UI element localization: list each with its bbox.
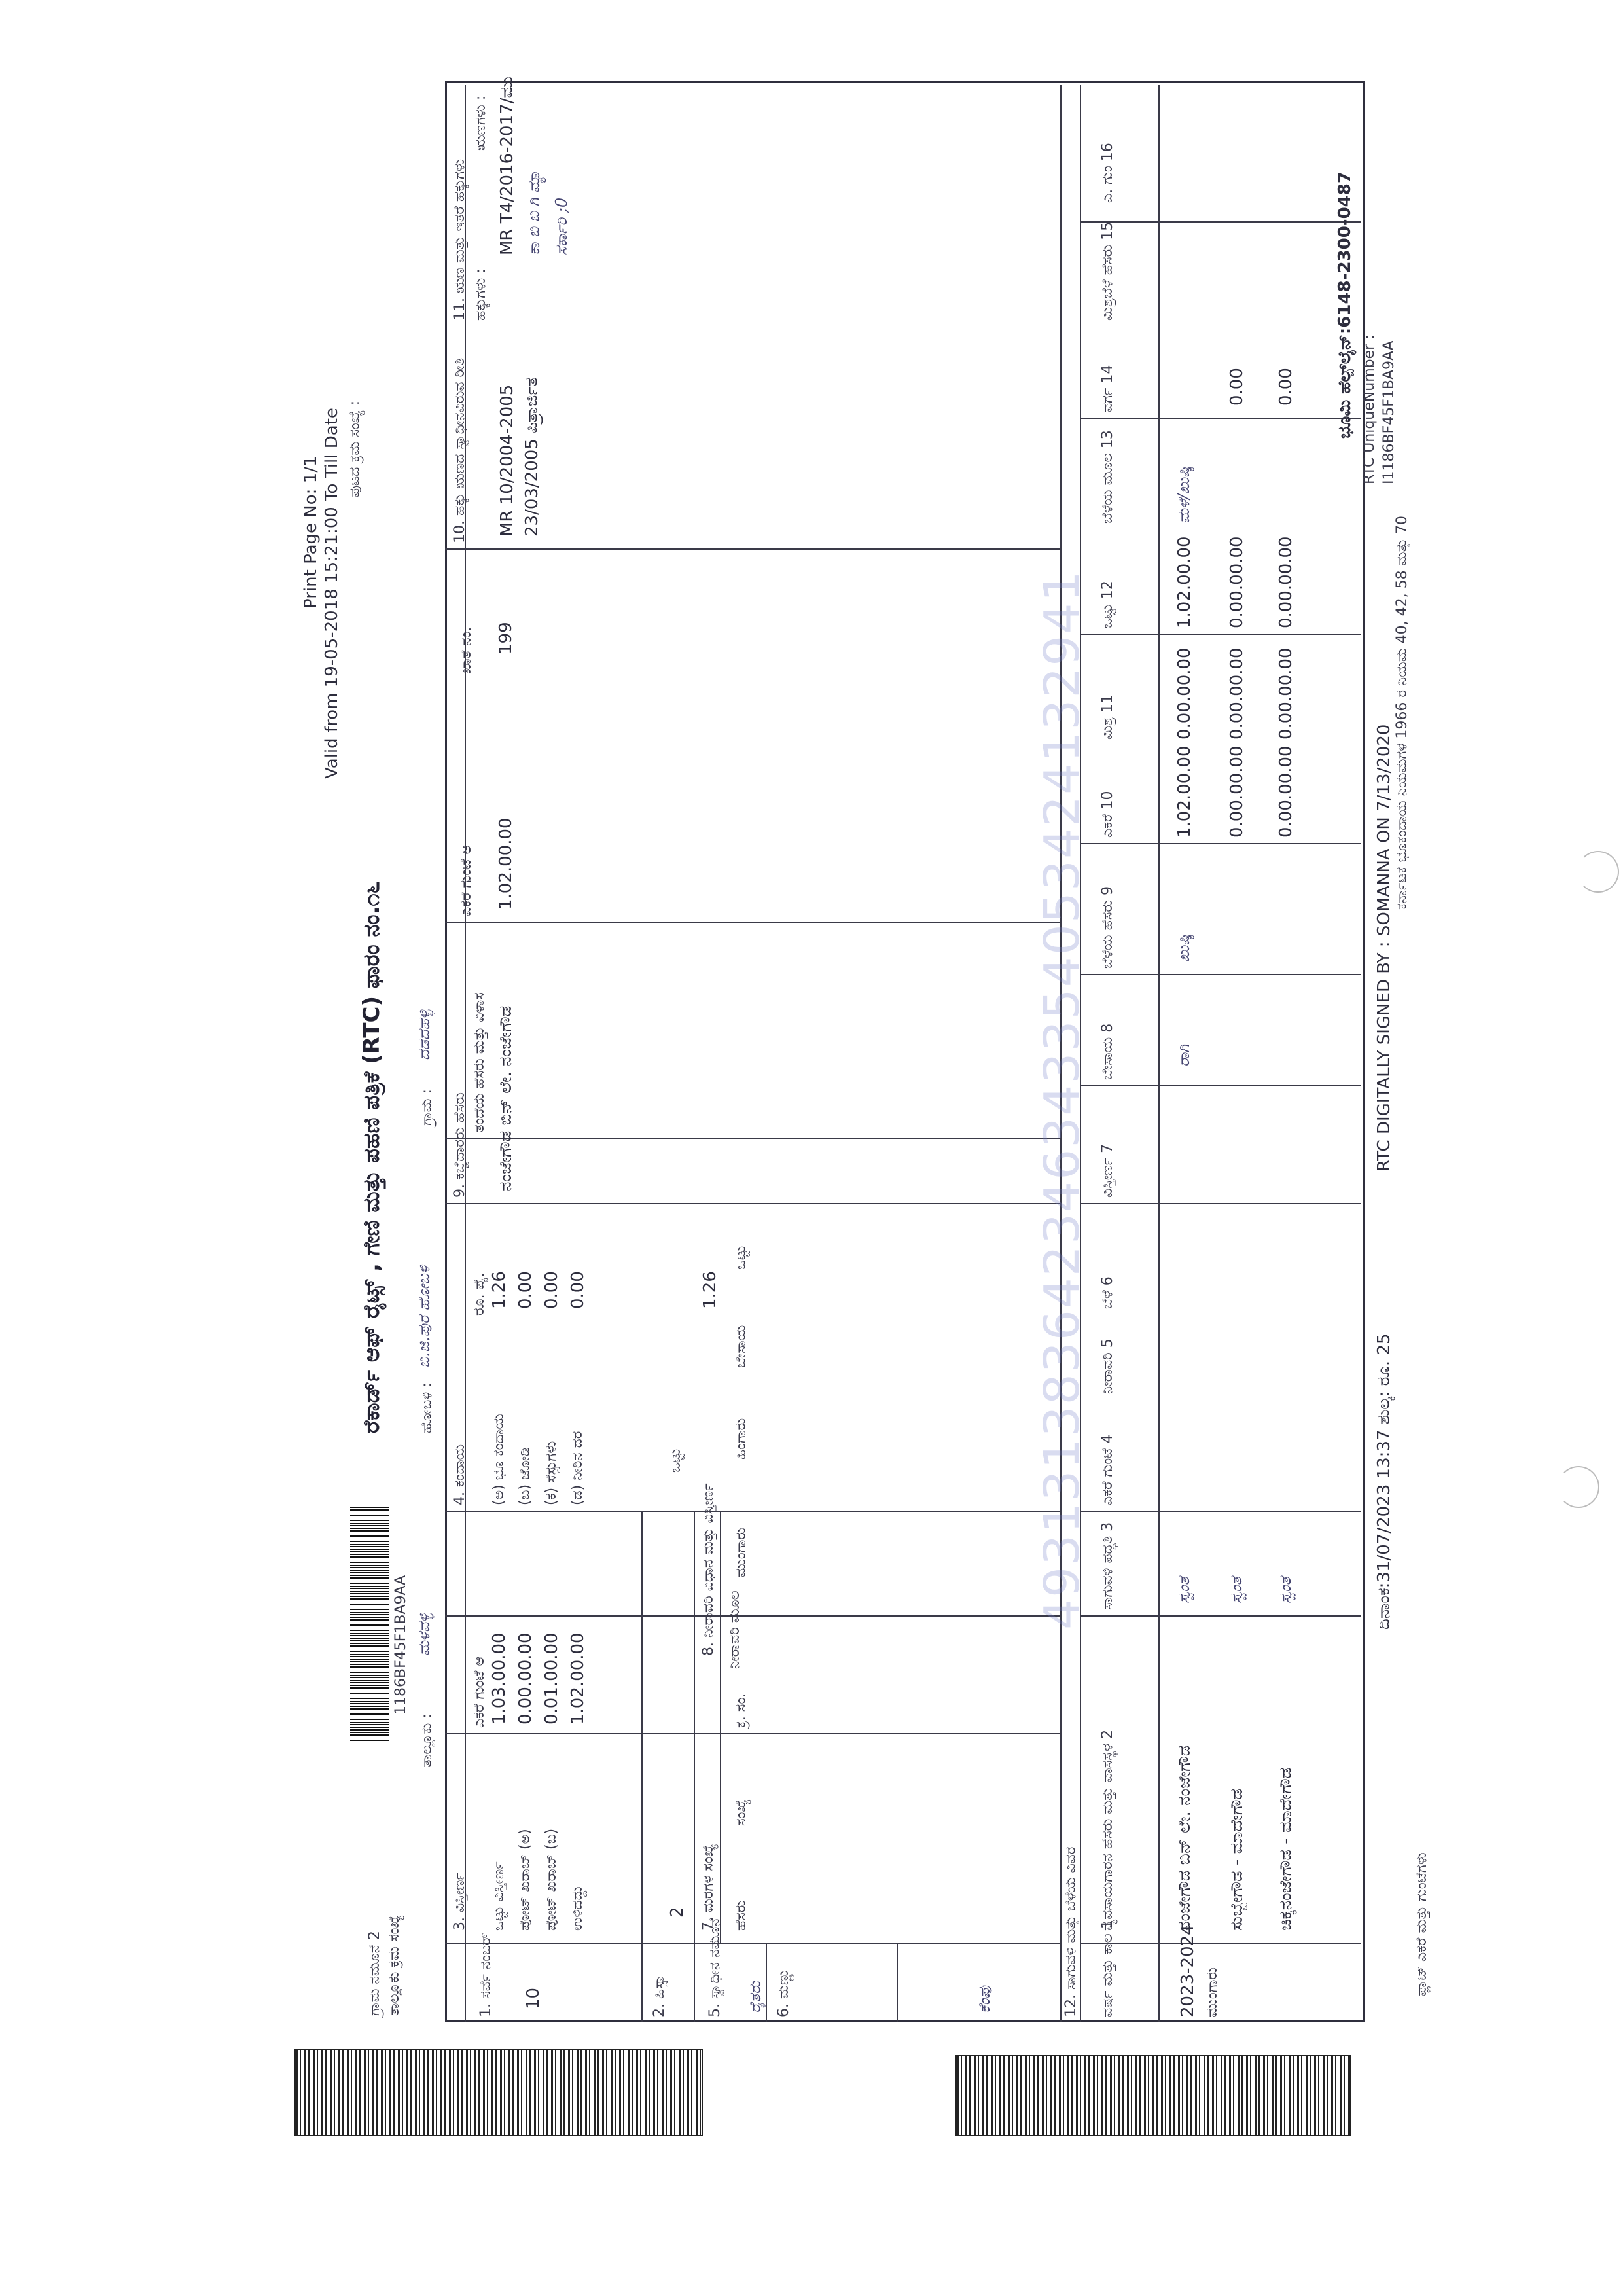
crop-a10: 1.02.00.00 [1175,745,1194,838]
crop-year: 2023-2024 [1178,1924,1198,2017]
irrigation-col: ಬೇಸಾಯ [733,1325,749,1368]
irrigation-label: 8. ನೀರಾವರಿ ವಿಧಾನ ಮತ್ತು ವಿಸ್ತೀರ್ಣ [700,1483,717,1656]
revenue-total-value: 1.26 [700,1271,720,1309]
crop-a14: 0.00 [1227,368,1247,406]
signed-by: RTC DIGITALLY SIGNED BY : SOMANNA ON 7/13/2020 [1374,724,1394,1172]
crop-a12: 0.00.00.00 [1276,536,1296,628]
crop-col-farmer: ವ್ಯವಸಾಯಗಾರನ ಹೆಸರು ಮತ್ತು ವಾಸಸ್ಥಳ 2 [1099,1729,1116,1931]
irrigation-col: ಹಿಂಗಾರು [733,1418,749,1460]
watermark-number: 493131383642346343354053424132941 [1034,569,1090,1630]
revenue-col-head: ರೂ. ಪೈ. [471,1272,488,1316]
irrigation-col: ನೀರಾವರಿ ಮೂಲ [726,1590,743,1669]
trees-col: ಸಂಖ್ಯೆ [733,1799,749,1826]
revenue-row-value: 0.00 [516,1271,535,1309]
crop-col: ಬೇಸಾಯ 8 [1099,1023,1116,1080]
hissa-label: 2. ಹಿಸ್ಸಾ [651,1975,668,2017]
hobli-label: ಹೋಬಳಿ : [419,1382,435,1433]
crop-col: ಎಕರೆ 10 [1099,791,1116,838]
survey-value: 10 [524,1987,543,2009]
crop-col: ಬೆಳೆಯ ಮೂಲ 13 [1099,430,1116,524]
issue-date: ದಿನಾಂಕ:31/07/2023 13:37 ಶುಲ್ಕ: ರೂ. 25 [1374,1333,1394,1630]
encumbrance-sub: ಋಣಗಳು : [473,95,489,151]
encumbrance-line: MR T4/2016-2017/ಮು [497,76,517,255]
tenure-value: ರೈತರು [746,1981,764,2013]
village-value: ದಡದಹಳ್ಳಿ [415,1009,433,1060]
area-row-value: 1.03.00.00 [490,1632,509,1725]
crop-col: ಮಿಶ್ರಬೆಳೆ ಹೆಸರು 15 [1099,221,1116,321]
crop-col-year: ವರ್ಷ ಮತ್ತು ಕಾಲ 1 [1099,1920,1116,2017]
crop-col: ಎ. ಗುಂ 16 [1099,143,1116,203]
area-col-head: ಎಕರೆ ಗುಂಟೆ ಆ [471,1657,488,1728]
crop-col: ಒಟ್ಟು 12 [1099,581,1116,628]
valid-from: Valid from 19-05-2018 15:21:00 To Till Date [322,408,342,779]
crop-a11: 0.00.00.00 [1227,647,1247,740]
revenue-row-label: (ಕ) ಸೆಸ್ಸುಗಳು [543,1441,560,1505]
taluk-label: ತಾಲ್ಲೂಕು : [419,1713,435,1767]
crop-type-2: ರಾಗಿ [1175,1044,1193,1067]
revenue-row-label: (ಬ) ಜೋಡಿ [517,1447,533,1505]
area-row-label: ಒಟ್ಟು ವಿಸ್ತೀರ್ಣ [491,1861,507,1931]
irrigation-col: ಕ್ರ. ಸಂ. [733,1693,749,1728]
owner-area: 1.02.00.00 [496,817,516,910]
crop-a10: 0.00.00.00 [1276,745,1296,838]
crop-a12: 1.02.00.00 [1175,536,1194,628]
rtc-sheet [288,46,1430,2022]
header-barcode [350,1505,389,1741]
crop-col: ಬೆಳೆಯ ಹೆಸರು 9 [1099,886,1116,969]
rtc-unique-label: RTC UniqueNumber : [1361,334,1378,484]
revenue-row-value: 0.00 [542,1271,562,1309]
area-label: 3. ವಿಸ್ತೀರ್ಣ [452,1872,468,1931]
form-title: ರೆಕಾರ್ಡ್ ಆಫ್ ರೈಟ್ಸ್ , ಗೇಣಿ ಮತ್ತು ಪಹಣಿ ಪತ್ರಿಕೆ (RTC) ಫಾರಂ ನಂ.೧೬ [359,881,385,1433]
crop-season: ಮುಂಗಾರು [1204,1967,1221,2017]
crop-farmer: ಸುಬ್ಬೇಗೌಡ - ಮಾದೇಗೌಡ [1227,1788,1247,1931]
punch-hole [1577,851,1619,893]
crop-col: ವಿಸ್ತೀರ್ಣ 7 [1099,1143,1116,1198]
revenue-row-label: (ಅ) ಭೂ ಕಂದಾಯ [491,1414,507,1505]
soil-value: ಕೆಂಪು [975,1986,993,2013]
revenue-row-label: (ಡ) ನೀರಿನ ದರ [569,1431,586,1505]
helpline: ಭೂಮಿ ಹೆಲ್ಪ್‌ಲೈನ್:6148-2300-0487 [1335,171,1355,439]
crop-col: ಬೆಳೆ 6 [1099,1276,1116,1309]
revenue-label: 4. ಕಂದಾಯ [452,1444,468,1505]
rights-line1: MR 10/2004-2005 [497,384,517,537]
area-row-label: ಉಳಿದದ್ದು [569,1885,586,1931]
trees-col: ಹೆಸರು [733,1900,749,1931]
crop-a11: 0.00.00.00 [1276,647,1296,740]
crop-a12: 0.00.00.00 [1227,536,1247,628]
area-row-label: ಪೋಟ್ ಖರಾಬ್ (ಅ) [517,1829,533,1931]
crop-type: ಸ್ವಂತ [1175,1577,1193,1604]
owners-sub-label: ತಂದೆಯ ಹೆಸರು ಮತ್ತು ವಿಳಾಸ [471,992,488,1132]
survey-label: 1. ಸರ್ವೆ ನಂಬರ್ [478,1933,494,2017]
area-row-label: ಪೋಟ್ ಖರಾಬ್ (ಬ) [543,1828,560,1931]
crop-a10: 0.00.00.00 [1227,745,1247,838]
crop-a14: 0.00 [1276,368,1296,406]
area-row-value: 0.00.00.00 [516,1632,535,1725]
rights-label: 10. ಹಕ್ಕು ಋಣದ ಸ್ವಾಧೀನವಿರುವ ರೀತಿ [452,357,468,543]
rights-line2: 23/03/2005 ಪಿತ್ರಾರ್ಜಿತ [522,377,542,537]
crop-farmer: ನಂಜೇಗೌಡ ಬಿನ್ ಲೇ. ನಂಜೇಗೌಡ [1175,1745,1194,1931]
owners-khata-col: ಖಾತೆ ನಂ. [458,626,474,674]
owners-area-col: ಎಕರೆ ಗುಂಟೆ ಆ [458,845,474,916]
print-page-no: Print Page No: 1/1 [301,456,321,609]
crop-label: 12. ಸಾಗುವಳಿ ಮತ್ತು ಬೆಳೆಯ ವಿವರ [1063,1846,1079,2017]
encumbrance-label: 11. ಋಣ ಮತ್ತು ಇತರೆ ಹಕ್ಕುಗಳು [452,159,468,321]
hobli-value: ಬಿ.ಜಿ.ಪುರ ಹೋಬಳಿ [415,1265,433,1368]
crop-col: ವರ್ಗ 14 [1099,365,1116,412]
act-reference: ಕರ್ನಾಟಕ ಭೂಕಂದಾಯ ನಿಯಮಗಳ 1966 ರ ನಿಯಮ 40, 42, 58 ಮತ್ತು 70 [1394,515,1410,910]
taluk-value: ಮಳವಳ್ಳಿ [415,1613,433,1656]
irrigation-col: ಒಟ್ಟು [733,1245,749,1270]
tenure-label: 5. ಸ್ವಾಧೀನ ನಮೂನೆ [707,1918,723,2017]
owner-name: ನಂಜೇಗೌಡ ಬಿನ್ ಲೇ. ನಂಜೇಗೌಡ [496,1005,516,1191]
encumbrance-line: ಸರ್ಕಾರಿ ;0 [552,197,571,255]
qr-code-lower [955,2055,1351,2136]
trees-label: 7. ಮರಗಳ ಸಂಖ್ಯೆ [700,1844,717,1931]
crop-a11: 0.00.00.00 [1175,647,1194,740]
crop-name: ಖುಷ್ಕಿ [1175,933,1193,962]
serial-label: ಪುಟದ ಕ್ರಮ ಸಂಖ್ಯೆ : [347,401,363,497]
crop-farmer: ಚಿಕ್ಕನಂಜೇಗೌಡ - ಮಾದೇಗೌಡ [1276,1767,1296,1931]
crop-type: ಸ್ವಂತ [1227,1577,1245,1604]
doc-code: 1186BF45F1BA9AA [393,1575,409,1715]
area-row-value: 1.02.00.00 [568,1632,588,1725]
taluk-serial-label: ತಾಲ್ಲೂಕು ಕ್ರಮ ಸಂಖ್ಯೆ [386,1914,402,2016]
revenue-row-value: 0.00 [568,1271,588,1309]
encumbrance-sub: ಹಕ್ಕುಗಳು : [473,268,489,321]
crop-col: ಎಕರೆ ಗುಂಟೆ 4 [1099,1434,1116,1505]
revenue-row-value: 1.26 [490,1271,509,1309]
footer-bottom-left: ಪ್ಲಾಟ್ ಎಕರೆ ಮತ್ತು ಗುಂಟೆಗಳು [1414,1852,1430,1996]
crop-type: ಸ್ವಂತ [1276,1577,1294,1604]
encumbrance-line: ಕಾ ಬಿ ಬಿ ಗಿ ಮ್ಯಾ [525,170,543,255]
irrigation-col: ಮುಂಗಾರು [733,1528,749,1577]
village-label: ಗ್ರಾಮ : [419,1089,435,1126]
owner-khata: 199 [496,622,516,655]
crop-col: ನೀರಾವರಿ 5 [1099,1338,1116,1394]
soil-label: 6. ಮಣ್ಣು [776,1968,792,2017]
crop-col: ಸಾಗುವಳಿ ಪದ್ಧತಿ 3 [1099,1522,1116,1610]
hissa-value: 2 [668,1907,687,1918]
crop-src: ಮಳೆ/ಖುಷ್ಕಿ [1175,465,1193,524]
rtc-unique-value: I1186BF45F1BA9AA [1381,340,1397,484]
crop-col: ಮಿಶ್ರ 11 [1099,694,1116,740]
punch-hole [1558,1466,1599,1508]
area-row-value: 0.01.00.00 [542,1632,562,1725]
owners-label: 9. ಕಬ್ಜೆದಾರರು ಹೆಸರು [452,1092,468,1198]
rule-no: ಗ್ರಾಮ ನಮೂನೆ 2 [366,1931,383,2016]
qr-code-upper [294,2049,703,2136]
revenue-total-label: ಒಟ್ಟು [668,1448,684,1473]
